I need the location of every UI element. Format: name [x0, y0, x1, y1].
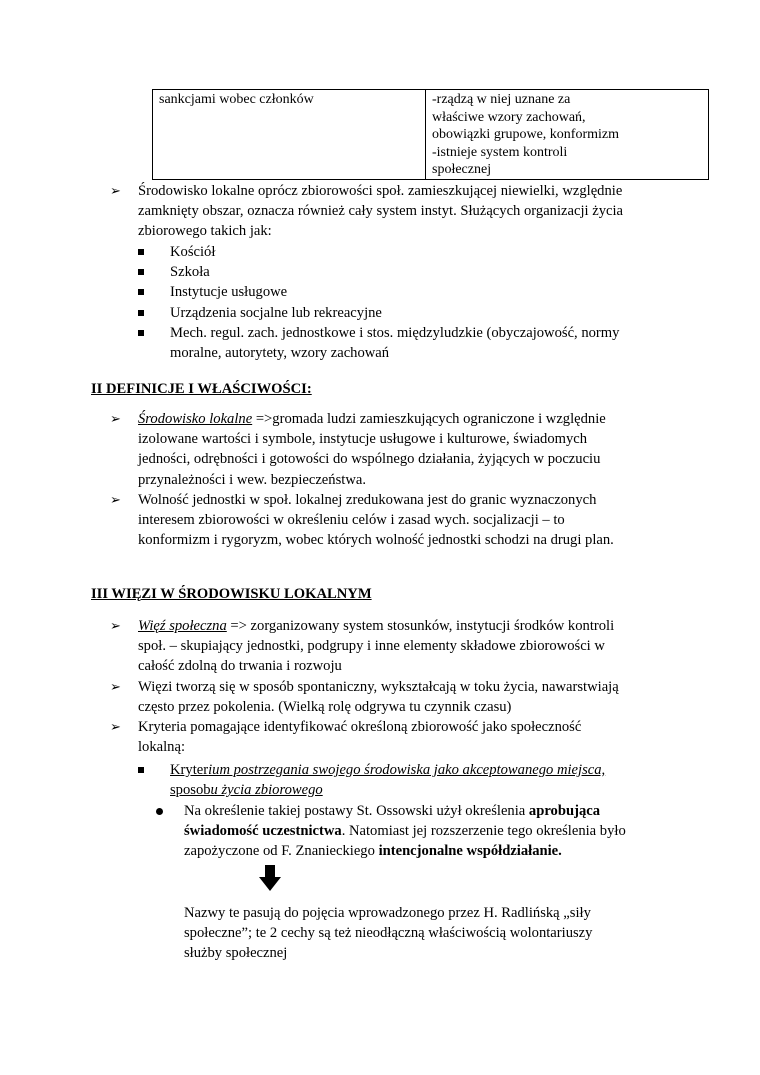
arrow-bullet-icon: ➢: [110, 618, 121, 633]
list-item-text: Mech. regul. zach. jednostkowe i stos. międzyludzkie (obyczajowość, normy moralne, autorytety, wzory zachowań: [170, 324, 620, 362]
list-item: [110, 490, 640, 551]
criterion-part: ium postrzegania swojego środowiska jako akceptowanego miejsca,: [208, 762, 606, 778]
square-bullet-icon: [138, 269, 144, 275]
table-cell-line: -istnieje system kontroli: [432, 144, 568, 160]
arrow-bullet-icon: ➢: [110, 678, 121, 694]
criterion-part: Kryter: [170, 762, 209, 778]
list-item-text: Kościół: [170, 244, 216, 260]
term-srodowisko-lokalne: Środowisko lokalne: [138, 411, 253, 427]
list-item: [110, 616, 630, 677]
list-item: [110, 677, 630, 717]
table-cell-left: sankcjami wobec członków: [153, 90, 426, 180]
list-item: [138, 262, 653, 282]
criterion-part: u życia zbiorowego: [210, 782, 323, 799]
square-bullet-icon: [138, 289, 144, 295]
list-item: [138, 760, 638, 800]
arrow-bullet-icon: ➢: [110, 411, 121, 426]
term-wiez-spoleczna: Więź społeczna: [138, 618, 227, 634]
list-item-text: Urządzenia socjalne lub rekreacyjne: [170, 304, 382, 321]
arrow-bullet-icon: ➢: [110, 491, 121, 507]
definition-text: =>gromada ludzi zamieszkujących ograniczone i względnie izolowane wartości i symbole, instytucje usługowe i kulturowe, świadomych jedności, odrębności i gotowości do wspólnego działania, żyjących w poczuciu przynależności i wew. bezpieczeństwa.: [138, 411, 606, 488]
table-cell-line: obowiązki grupowe, konformizm: [432, 127, 620, 142]
dot-bold-term: intencjonalne współdziałanie.: [378, 843, 562, 860]
criterion-part: sposob: [170, 782, 211, 799]
list-item-text: Instytucje usługowe: [170, 284, 288, 301]
list-item-text: Szkoła: [170, 264, 210, 281]
arrow-bullet-icon: ➢: [110, 183, 121, 198]
dot-text: Na określenie takiej postawy St. Ossowski użył określenia: [184, 803, 529, 819]
criterion-item: [138, 760, 638, 800]
dot-bullet-icon: [156, 808, 163, 815]
note-paragraph: Nazwy te pasują do pojęcia wprowadzonego przez H. Radlińską „siły społeczne”; te 2 cechy są też nieodłączną właściwością wolontariuszy służby społecznej: [184, 905, 593, 962]
institution-list: [138, 242, 653, 363]
table-cell-line: społecznej: [432, 162, 492, 177]
list-item: [110, 717, 630, 757]
section-heading-bonds: III WIĘZI W ŚRODOWISKU LOKALNYM: [91, 586, 372, 602]
dot-bold-term: aprobująca świadomość uczestnictwa: [184, 803, 601, 840]
square-bullet-icon: [138, 330, 144, 336]
square-bullet-icon: [138, 767, 144, 773]
down-arrow-icon: [259, 865, 281, 891]
list-item: [150, 801, 630, 862]
table-cell-right: [426, 90, 709, 180]
bond-definition-text: => zorganizowany system stosunków, instytucji środków kontroli społ. – skupiający jednostki, podgrupy i inne elementy składowe zbiorowości w całość zdolną do trwania i rozwoju: [138, 618, 615, 675]
list-item: [110, 181, 630, 242]
criteria-text: Kryteria pomagające identyfikować określoną zbiorowość jako społeczność lokalną:: [138, 719, 582, 756]
table-row: [153, 90, 709, 180]
list-item: [138, 303, 653, 323]
list-item: [110, 409, 640, 490]
intro-section: [110, 181, 630, 242]
dot-item-section: [150, 801, 630, 862]
square-bullet-icon: [138, 310, 144, 316]
intro-text: Środowisko lokalne oprócz zbiorowości społ. zamieszkującej niewielki, względnie zamknięty obszar, oznacza również cały system instyt. Służących organizacji życia zbiorowego takich jak:: [138, 183, 623, 240]
section-heading-definitions: II DEFINICJE I WŁAŚCIWOŚCI:: [91, 381, 312, 397]
square-bullet-icon: [138, 249, 144, 255]
comparison-table: [152, 89, 709, 180]
list-item: [138, 282, 653, 302]
bonds-section: [110, 616, 630, 757]
arrow-bullet-icon: ➢: [110, 719, 121, 735]
freedom-text: Wolność jednostki w społ. lokalnej zredukowana jest do granic wyznaczonych interesem zbiorowości w określeniu celów i zasad wych. socjalizacji – to konformizm i rygoryzm, wobec których wolność jednostki schodzi na drugi plan.: [138, 491, 614, 549]
dot-text: . Natomiast jej rozszerzenie tego określenia było zapożyczone od F. Znanieckiego: [184, 823, 626, 860]
list-item: [138, 323, 653, 363]
list-item: [138, 242, 653, 262]
table-cell-line: -rządzą w niej uznane za: [432, 92, 571, 107]
table-cell-line: właściwe wzory zachowań,: [432, 109, 586, 125]
definitions-section: [110, 409, 640, 550]
bond-formation-text: Więzi tworzą się w sposób spontaniczny, wykształcają w toku życia, nawarstwiają często przez pokolenia. (Wielką rolę odgrywa tu czynnik czasu): [138, 678, 619, 715]
